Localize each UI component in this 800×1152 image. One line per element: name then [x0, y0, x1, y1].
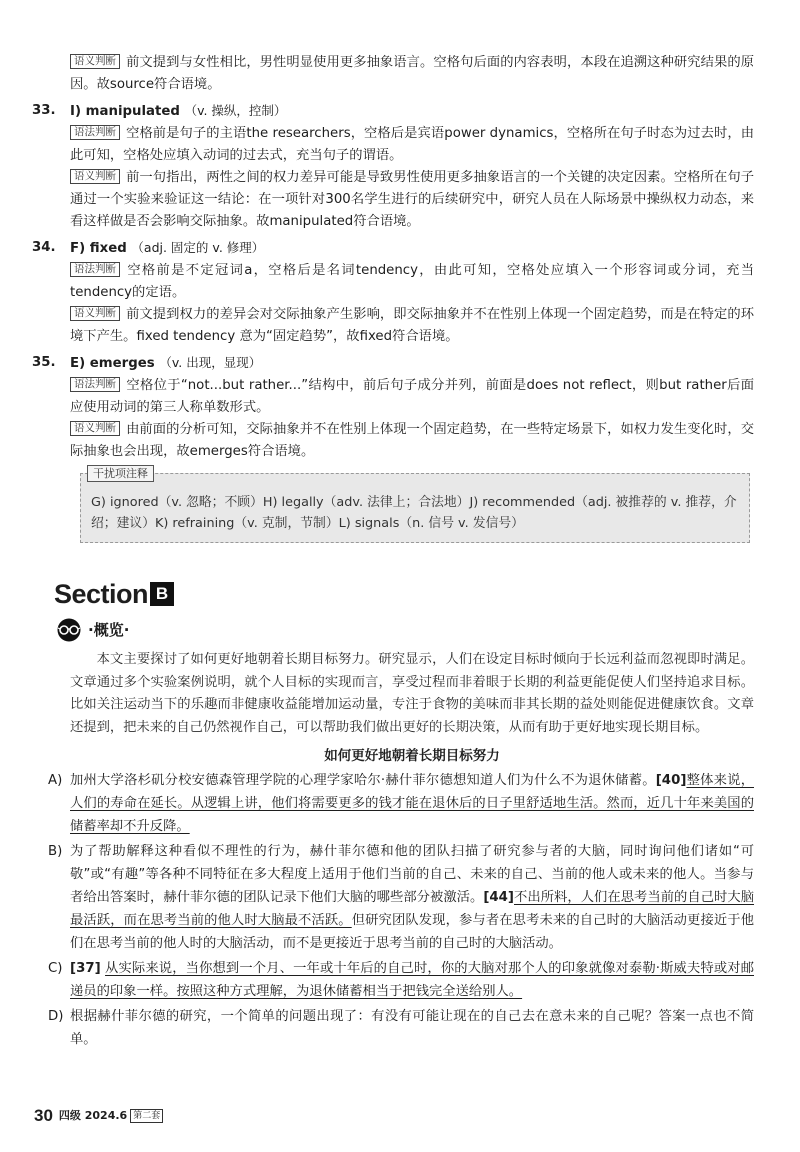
paragraph-text: 根据赫什菲尔德的研究，一个简单的问题出现了：有没有可能让现在的自己去在意未来的自己呢？答案一点也不简单。 [70, 1009, 754, 1047]
answer-word: I) manipulated [70, 104, 180, 119]
semantic-tag: 语义判断 [70, 306, 120, 321]
article-title: 如何更好地朝着长期目标努力 [324, 748, 500, 764]
paragraph-a [48, 769, 754, 838]
paragraph-label: A) [48, 773, 63, 788]
distractor-notes-box [80, 467, 750, 543]
answer-item-33 [32, 100, 754, 123]
item-number: 35. [32, 355, 56, 370]
grammar-text: 空格前是不定冠词a，空格后是名词tendency，由此可知，空格处应填入一个形容词或分词，充当tendency的定语。 [70, 263, 754, 300]
semantic-text: 前文提到权力的差异会对交际抽象产生影响，即交际抽象并不在性别上体现一个固定趋势，而是在特定的环境下产生。fixed tendency 意为“固定趋势”，故fixed符合语境。 [70, 307, 754, 344]
semantic-analysis [70, 419, 754, 463]
intro-text: 前文提到与女性相比，男性明显使用更多抽象语言。空格句后面的内容表明，本段在追溯这种研究结果的原因。故source符合语境。 [70, 55, 754, 92]
magazine-issue: 四级 2024.6 [58, 1109, 128, 1122]
distractor-text: G) ignored（v. 忽略；不顾）H) legally（adv. 法律上；合法地）J) recommended（adj. 被推荐的 v. 推荐，介绍；建议）K) refraining（v. 克制，节制）L) signals（n. 信号 v. 发信号） [91, 495, 737, 531]
semantic-text: 前一句指出，两性之间的权力差异可能是导致男性使用更多抽象语言的一个关键的决定因素。空格所在句子通过一个实验来验证这一结论：在一项针对300名学生进行的后续研究中，研究人员在人际场景中操纵权力动态，来看这样做是否会影响交际抽象。故manipulated符合语境。 [70, 170, 754, 229]
distractor-tag: 干扰项注释 [87, 465, 154, 482]
question-marker: [44] [483, 890, 515, 905]
item-number: 33. [32, 103, 56, 118]
answer-item-34 [32, 237, 754, 260]
paragraph-text: 加州大学洛杉矶分校安德森管理学院的心理学家哈尔·赫什菲尔德想知道人们为什么不为退休储蓄。 [70, 773, 656, 788]
answer-word: E) emerges [70, 356, 155, 371]
paragraph-b [48, 840, 755, 955]
answer-gloss: （adj. 固定的 v. 修理） [131, 240, 265, 255]
answer-gloss: （v. 出现，显现） [159, 355, 262, 370]
item-number: 34. [32, 240, 56, 255]
grammar-tag: 语法判断 [70, 125, 120, 140]
semantic-tag: 语义判断 [70, 169, 120, 184]
grammar-text: 空格前是句子的主语the researchers，空格后是宾语power dynamics，空格所在句子时态为过去时，由此可知，空格处应填入动词的过去式，充当句子的谓语。 [70, 126, 754, 163]
question-marker: [37] [70, 961, 101, 976]
section-heading [54, 569, 754, 609]
grammar-analysis [70, 260, 754, 304]
semantic-analysis [70, 167, 754, 233]
page-number: 30 [34, 1106, 53, 1125]
paragraph-text: 但研究团队发现，参与者在思考未来的自己时的大脑活动更接近于他们在思考当前的他人时的大脑活动，而不是更接近于思考当前的自己时的大脑活动。 [70, 913, 755, 951]
paragraph-label: B) [48, 844, 63, 859]
answer-item-35 [32, 352, 754, 375]
glasses-icon [54, 618, 84, 642]
question-marker: [40] [655, 773, 687, 788]
underlined-text: 不出所料，人们在思考当前的自己时大脑最活跃，而在思考当前的他人时大脑最不活跃。 [70, 890, 755, 928]
semantic-tag: 语义判断 [70, 54, 120, 69]
overview-title: ·概览· [88, 621, 130, 639]
intro-paragraph [70, 52, 754, 96]
underlined-text: 从实际来说，当你想到一个月、一年或十年后的自己时，你的大脑对那个人的印象就像对泰勒·斯威夫特或对邮递员的印象一样。按照这种方式理解，为退休储蓄相当于把钱完全送给别人。 [70, 961, 754, 999]
grammar-analysis [70, 123, 754, 167]
answer-word: F) fixed [70, 241, 127, 256]
section-word: Section [54, 579, 149, 609]
answer-gloss: （v. 操纵，控制） [184, 103, 287, 118]
paragraph-c [48, 957, 754, 1003]
paragraph-label: D) [48, 1009, 64, 1024]
paragraph-d [48, 1005, 754, 1051]
grammar-text: 空格位于“not...but rather...”结构中，前后句子成分并列，前面是does not reflect，则but rather后面应使用动词的第三人称单数形式。 [70, 378, 754, 415]
semantic-tag: 语义判断 [70, 421, 120, 436]
grammar-tag: 语法判断 [70, 262, 120, 277]
grammar-tag: 语法判断 [70, 377, 120, 392]
overview-heading [54, 617, 754, 643]
section-letter: B [150, 582, 174, 606]
semantic-analysis [70, 304, 754, 348]
paragraph-text: 为了帮助解释这种看似不理性的行为，赫什菲尔德和他的团队扫描了研究参与者的大脑，同时询问他们诸如“可敬”或“有趣”等各种不同特征在多大程度上适用于他们当前的自己、未来的自己、当前的他人或未来的他人。当参与者给出答案时，赫什菲尔德的团队记录下他们大脑的哪些部分被激活。 [70, 844, 754, 905]
grammar-analysis [70, 375, 754, 419]
paragraph-label: C) [48, 961, 63, 976]
semantic-text: 由前面的分析可知，交际抽象并不在性别上体现一个固定趋势，在一些特定场景下，如权力发生变化时，交际抽象也会出现，故emerges符合语境。 [70, 422, 754, 459]
overview-summary: 本文主要探讨了如何更好地朝着长期目标努力。研究显示，人们在设定目标时倾向于长远利益而忽视即时满足。文章通过多个实验案例说明，就个人目标的实现而言，享受过程而非着眼于长期的利益更能促使人们坚持追求目标。比如关注运动当下的乐趣而非健康收益能增加运动量，专注于食物的美味而非其长期的益处则能促进健康饮食。文章还提到，把未来的自己仍然视作自己，可以帮助我们做出更好的长期决策，从而有助于更好地实现长期目标。 [70, 652, 754, 735]
page-footer [34, 1105, 163, 1127]
volume-badge: 第二套 [130, 1109, 163, 1123]
underlined-text: 整体来说，人们的寿命在延长。从逻辑上讲，他们将需要更多的钱才能在退休后的日子里舒适地生活。然而，近几十年来美国的储蓄率却不升反降。 [70, 773, 754, 834]
